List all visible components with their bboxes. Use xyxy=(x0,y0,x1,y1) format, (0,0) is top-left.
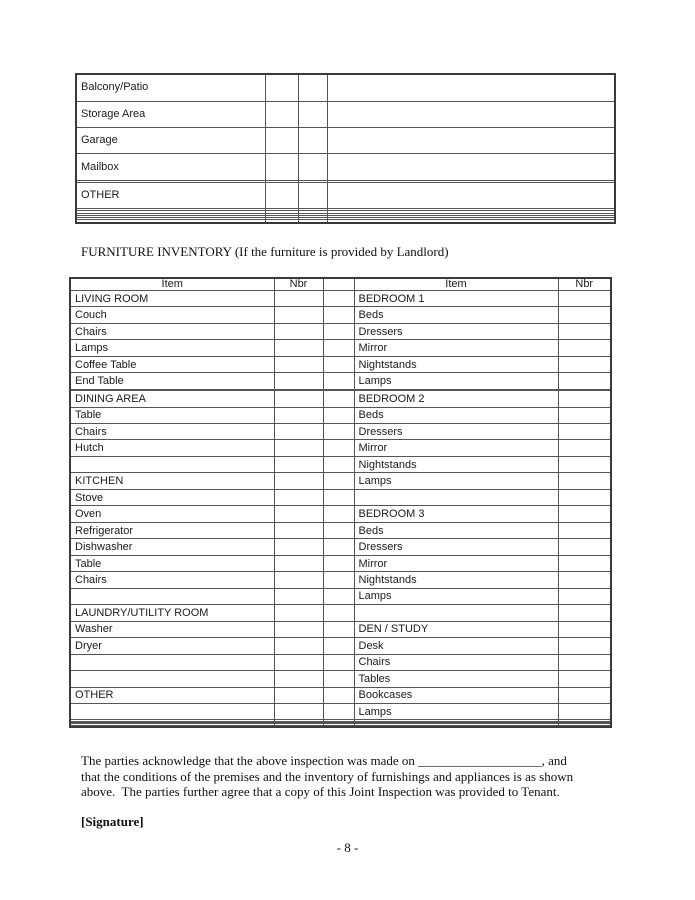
nbr-cell-left xyxy=(274,489,323,505)
item-cell-left: End Table xyxy=(70,373,274,389)
nbr-cell-left xyxy=(274,506,323,522)
item-cell-right: Beds xyxy=(354,522,558,538)
table-row xyxy=(70,671,611,687)
table-row xyxy=(70,356,611,372)
status-cell-2 xyxy=(298,182,327,208)
table-row xyxy=(70,456,611,472)
nbr-cell-right xyxy=(558,473,611,489)
item-cell-left: KITCHEN xyxy=(70,473,274,489)
table-row xyxy=(70,489,611,505)
acknowledgement-paragraph-line-1: The parties acknowledge that the above inspection was made on ___________________, and xyxy=(81,753,567,768)
spacer-cell xyxy=(323,506,354,522)
spacer-cell xyxy=(323,489,354,505)
nbr-cell-left xyxy=(274,473,323,489)
nbr-cell-left xyxy=(274,440,323,456)
nbr-cell-left xyxy=(274,522,323,538)
item-cell-right: Nightstands xyxy=(354,356,558,372)
item-cell-right: Mirror xyxy=(354,340,558,356)
item-cell-left: Chairs xyxy=(70,323,274,339)
nbr-cell-left xyxy=(274,307,323,323)
table-row xyxy=(70,291,611,307)
status-cell-1 xyxy=(265,74,298,101)
item-cell-left xyxy=(70,703,274,719)
label-cell: Storage Area xyxy=(76,101,265,127)
nbr-cell-left xyxy=(274,407,323,423)
table-row xyxy=(70,555,611,571)
spacer-cell xyxy=(323,323,354,339)
spacer-cell xyxy=(323,473,354,489)
nbr-cell-left xyxy=(274,391,323,407)
comments-cell xyxy=(327,220,615,223)
item-cell-right: Nightstands xyxy=(354,456,558,472)
table-row xyxy=(76,182,615,208)
spacer-cell xyxy=(323,522,354,538)
item-cell-left: Table xyxy=(70,407,274,423)
nbr-cell-right xyxy=(558,424,611,440)
item-cell-right: BEDROOM 2 xyxy=(354,391,558,407)
spacer-cell xyxy=(323,555,354,571)
spacer-cell xyxy=(323,456,354,472)
table-row xyxy=(70,424,611,440)
table-row xyxy=(70,588,611,604)
table-row xyxy=(70,391,611,407)
table-row xyxy=(70,605,611,621)
comments-cell xyxy=(327,101,615,127)
table-row xyxy=(76,128,615,154)
table-row xyxy=(70,621,611,637)
item-cell-right: BEDROOM 3 xyxy=(354,506,558,522)
item-cell-right xyxy=(354,725,558,727)
status-cell-2 xyxy=(298,74,327,101)
item-cell-left xyxy=(70,671,274,687)
item-cell-left: OTHER xyxy=(70,687,274,703)
item-cell-right: Bookcases xyxy=(354,687,558,703)
spacer-cell xyxy=(323,687,354,703)
item-cell-left: Coffee Table xyxy=(70,356,274,372)
table-row xyxy=(70,307,611,323)
nbr-cell-left xyxy=(274,373,323,389)
page-number: - 8 - xyxy=(336,840,359,855)
item-cell-left xyxy=(70,456,274,472)
table-header-row xyxy=(70,278,611,291)
spacer-cell xyxy=(323,605,354,621)
item-cell-left: Dryer xyxy=(70,638,274,654)
item-cell-right: Dressers xyxy=(354,323,558,339)
spacer-cell xyxy=(323,340,354,356)
nbr-cell-right xyxy=(558,407,611,423)
spacer-cell xyxy=(323,291,354,307)
nbr-column-header-right: Nbr xyxy=(558,278,611,291)
nbr-cell-left xyxy=(274,340,323,356)
acknowledgement-paragraph-line-2: that the conditions of the premises and the inventory of furnishings and appliances is as shown xyxy=(81,768,574,784)
room-condition-table-body xyxy=(76,74,615,223)
nbr-cell-right xyxy=(558,725,611,727)
furniture-inventory-table xyxy=(69,277,612,728)
nbr-cell-left xyxy=(274,572,323,588)
spacer-cell xyxy=(323,572,354,588)
spacer-cell xyxy=(323,621,354,637)
nbr-cell-right xyxy=(558,687,611,703)
nbr-cell-left xyxy=(274,638,323,654)
item-cell-left: Dishwasher xyxy=(70,539,274,555)
spacer-cell xyxy=(323,671,354,687)
item-cell-right: DEN / STUDY xyxy=(354,621,558,637)
comments-cell xyxy=(327,154,615,180)
table-row xyxy=(70,473,611,489)
item-cell-right: Dressers xyxy=(354,424,558,440)
furniture-inventory-heading: FURNITURE INVENTORY (If the furniture is provided by Landlord) xyxy=(81,244,449,259)
nbr-cell-right xyxy=(558,638,611,654)
table-row xyxy=(76,154,615,180)
table-row xyxy=(76,74,615,101)
item-cell-left: Chairs xyxy=(70,572,274,588)
nbr-cell-right xyxy=(558,456,611,472)
nbr-cell-left xyxy=(274,687,323,703)
item-cell-left: LIVING ROOM xyxy=(70,291,274,307)
acknowledgement-paragraph-line-3: above. The parties further agree that a copy of this Joint Inspection was provided to Tenant. xyxy=(81,784,560,799)
nbr-cell-left xyxy=(274,588,323,604)
item-cell-left xyxy=(70,588,274,604)
item-cell-right: BEDROOM 1 xyxy=(354,291,558,307)
item-cell-left: Stove xyxy=(70,489,274,505)
spacer-cell xyxy=(323,440,354,456)
signature-placeholder: [Signature] xyxy=(81,814,144,829)
table-row xyxy=(70,522,611,538)
comments-cell xyxy=(327,74,615,101)
nbr-cell-right xyxy=(558,356,611,372)
nbr-cell-left xyxy=(274,671,323,687)
nbr-cell-right xyxy=(558,506,611,522)
item-cell-left: Chairs xyxy=(70,424,274,440)
status-cell-2 xyxy=(298,128,327,154)
nbr-cell-left xyxy=(274,725,323,727)
table-row xyxy=(70,572,611,588)
item-cell-right: Mirror xyxy=(354,440,558,456)
nbr-cell-left xyxy=(274,356,323,372)
nbr-cell-left xyxy=(274,654,323,670)
table-row xyxy=(70,323,611,339)
nbr-cell-right xyxy=(558,323,611,339)
item-cell-left: Washer xyxy=(70,621,274,637)
table-row xyxy=(76,101,615,127)
spacer-cell xyxy=(323,638,354,654)
nbr-cell-left xyxy=(274,539,323,555)
item-cell-right: Nightstands xyxy=(354,572,558,588)
table-row xyxy=(70,654,611,670)
comments-cell xyxy=(327,128,615,154)
item-cell-left: Refrigerator xyxy=(70,522,274,538)
status-cell-2 xyxy=(298,154,327,180)
nbr-cell-right xyxy=(558,440,611,456)
status-cell-1 xyxy=(265,101,298,127)
label-cell: Balcony/Patio xyxy=(76,74,265,101)
item-cell-right: Chairs xyxy=(354,654,558,670)
label-cell: Garage xyxy=(76,128,265,154)
nbr-cell-right xyxy=(558,671,611,687)
item-cell-left: Table xyxy=(70,555,274,571)
nbr-cell-left xyxy=(274,605,323,621)
spacer-cell xyxy=(323,407,354,423)
item-cell-left: Oven xyxy=(70,506,274,522)
table-row xyxy=(70,725,611,727)
table-row xyxy=(70,539,611,555)
nbr-cell-left xyxy=(274,323,323,339)
spacer-cell xyxy=(323,539,354,555)
nbr-cell-left xyxy=(274,291,323,307)
nbr-cell-right xyxy=(558,654,611,670)
status-cell-1 xyxy=(265,182,298,208)
status-cell-1 xyxy=(265,154,298,180)
nbr-cell-right xyxy=(558,307,611,323)
table-row xyxy=(70,638,611,654)
item-cell-right xyxy=(354,489,558,505)
item-cell-right: Mirror xyxy=(354,555,558,571)
item-cell-left xyxy=(70,654,274,670)
spacer-cell xyxy=(323,391,354,407)
item-cell-right: Lamps xyxy=(354,373,558,389)
nbr-cell-right xyxy=(558,373,611,389)
spacer-cell xyxy=(323,703,354,719)
table-row xyxy=(70,407,611,423)
nbr-cell-right xyxy=(558,555,611,571)
room-condition-table xyxy=(75,73,616,224)
label-cell xyxy=(76,220,265,223)
nbr-cell-right xyxy=(558,703,611,719)
nbr-cell-right xyxy=(558,572,611,588)
nbr-cell-right xyxy=(558,391,611,407)
table-row xyxy=(70,440,611,456)
spacer-cell xyxy=(323,373,354,389)
item-cell-right: Lamps xyxy=(354,588,558,604)
table-row xyxy=(76,220,615,223)
table-row xyxy=(70,340,611,356)
item-cell-left xyxy=(70,725,274,727)
item-cell-right: Desk xyxy=(354,638,558,654)
table-row xyxy=(70,687,611,703)
item-cell-left: DINING AREA xyxy=(70,391,274,407)
item-cell-right: Beds xyxy=(354,307,558,323)
nbr-cell-right xyxy=(558,522,611,538)
nbr-cell-right xyxy=(558,621,611,637)
item-cell-right xyxy=(354,605,558,621)
nbr-column-header-left: Nbr xyxy=(274,278,323,291)
nbr-cell-right xyxy=(558,539,611,555)
item-cell-right: Dressers xyxy=(354,539,558,555)
status-cell-2 xyxy=(298,220,327,223)
nbr-cell-right xyxy=(558,605,611,621)
status-cell-1 xyxy=(265,128,298,154)
spacer-cell xyxy=(323,307,354,323)
nbr-cell-left xyxy=(274,456,323,472)
item-cell-right: Lamps xyxy=(354,473,558,489)
furniture-inventory-table-body xyxy=(70,291,611,728)
item-column-header-right: Item xyxy=(354,278,558,291)
nbr-cell-right xyxy=(558,588,611,604)
spacer-cell xyxy=(323,356,354,372)
spacer-column-header xyxy=(323,278,354,291)
table-row xyxy=(70,373,611,389)
nbr-cell-right xyxy=(558,489,611,505)
label-cell: Mailbox xyxy=(76,154,265,180)
label-cell: OTHER xyxy=(76,182,265,208)
item-column-header-left: Item xyxy=(70,278,274,291)
nbr-cell-left xyxy=(274,555,323,571)
nbr-cell-left xyxy=(274,703,323,719)
item-cell-right: Lamps xyxy=(354,703,558,719)
table-row xyxy=(70,703,611,719)
nbr-cell-right xyxy=(558,340,611,356)
nbr-cell-left xyxy=(274,424,323,440)
item-cell-left: Hutch xyxy=(70,440,274,456)
item-cell-right: Tables xyxy=(354,671,558,687)
spacer-cell xyxy=(323,725,354,727)
nbr-cell-right xyxy=(558,291,611,307)
table-row xyxy=(70,506,611,522)
status-cell-1 xyxy=(265,220,298,223)
nbr-cell-left xyxy=(274,621,323,637)
item-cell-right: Beds xyxy=(354,407,558,423)
comments-cell xyxy=(327,182,615,208)
spacer-cell xyxy=(323,588,354,604)
spacer-cell xyxy=(323,424,354,440)
item-cell-left: Lamps xyxy=(70,340,274,356)
item-cell-left: Couch xyxy=(70,307,274,323)
spacer-cell xyxy=(323,654,354,670)
status-cell-2 xyxy=(298,101,327,127)
item-cell-left: LAUNDRY/UTILITY ROOM xyxy=(70,605,274,621)
